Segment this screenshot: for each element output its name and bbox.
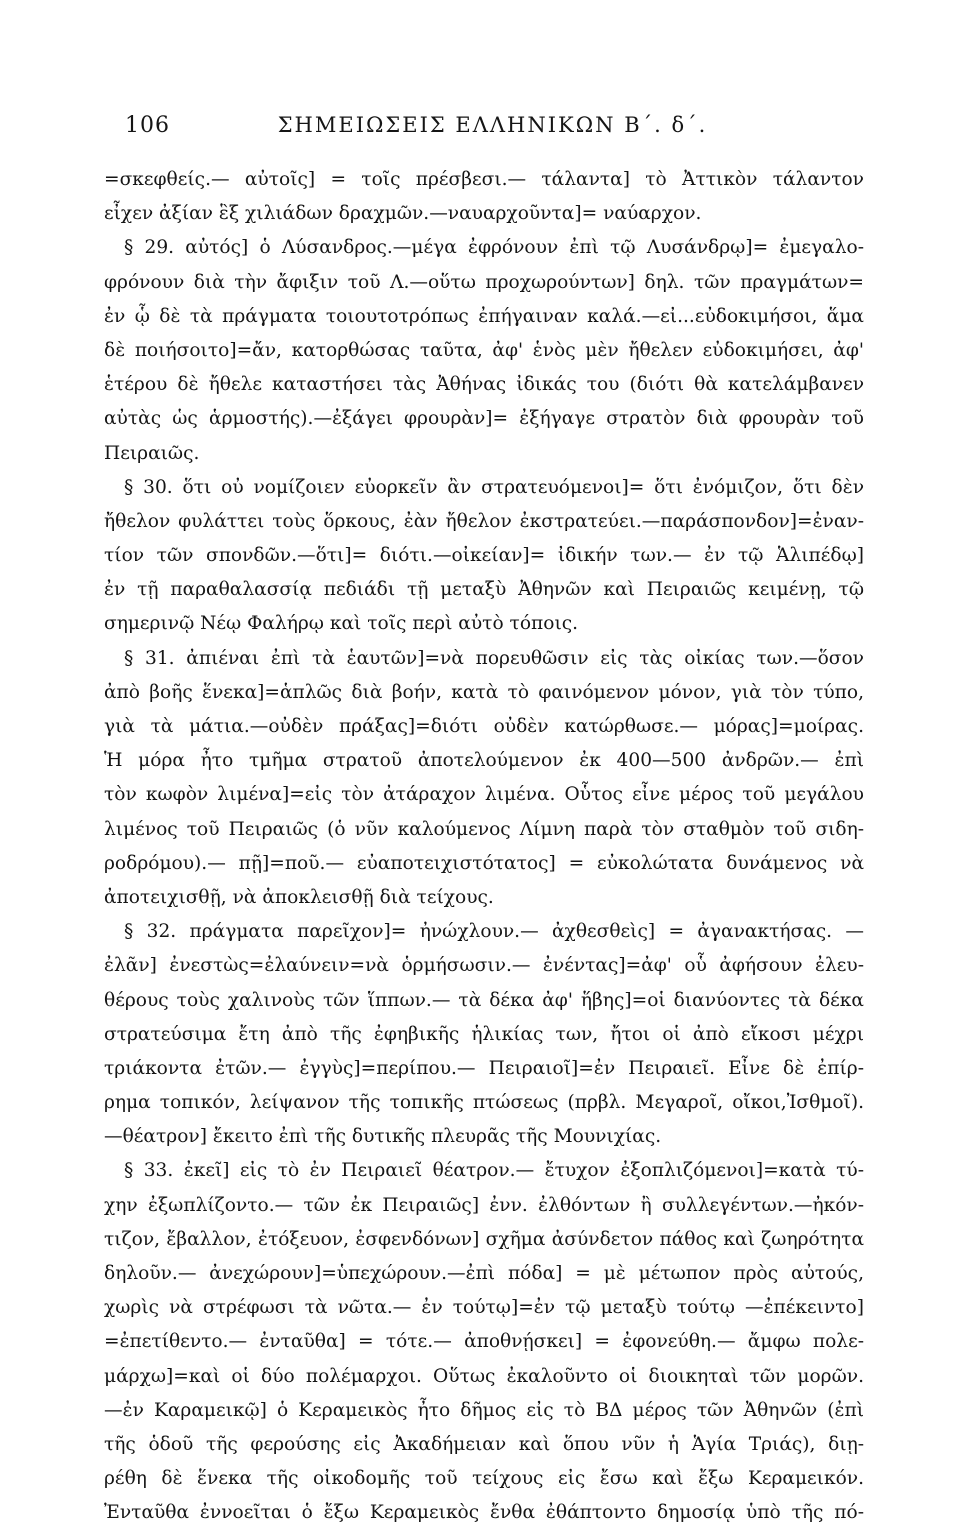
text-line: =σκεφθείς.— αὐτοῖς] = τοῖς πρέσβεσι.— τάλαντα] τὸ Ἀττικὸν τάλαντον (104, 169, 864, 190)
text-line: τίον τῶν σπονδῶν.—ὅτι]= διότι.—οἰκείαν]= ἰδικήν των.— ἐν τῷ Ἁλιπέδῳ] (104, 545, 864, 567)
text-line: ρέθη δὲ ἕνεκα τῆς οἰκοδομῆς τοῦ τείχους εἰς ἔσω καὶ ἔξω Κεραμεικόν. (104, 1468, 864, 1490)
text-line: ροδρόμου).— πῇ]=ποῦ.— εὐαποτειχιστότατος] = εὐκολώτατα δυνάμενος νὰ (104, 852, 864, 874)
text-line: —θέατρον] ἔκειτο ἐπὶ τῆς δυτικῆς πλευρᾶς τῆς Μουνιχίας. (104, 1126, 662, 1148)
text-line: Ἡ μόρα ἦτο τμῆμα στρατοῦ ἀποτελούμενον ἐκ 400—500 ἀνδρῶν.— ἐπὶ (104, 750, 864, 772)
text-line: αὐτὰς ὡς ἁρμοστής).—ἐξάγει φρουρὰν]= ἐξήγαγε στρατὸν διὰ φρουρὰν τοῦ (104, 408, 864, 430)
text-line: Πειραιῶς. (104, 442, 200, 464)
text-line: =ἐπετίθεντο.— ἐνταῦθα] = τότε.— ἀποθνῄσκει] = ἐφονεύθη.— ἄμφω πολε- (104, 1331, 864, 1353)
text-line: σημερινῷ Νέῳ Φαλήρῳ καὶ τοῖς περὶ αὐτὸ τόποις. (104, 613, 579, 635)
text-line: ἀπὸ βοῆς ἕνεκα]=ἁπλῶς διὰ βοήν, κατὰ τὸ φαινόμενον μόνον, γιὰ τὸν τύπο, (104, 681, 864, 703)
text-line: ἐν ᾧ δὲ τὰ πράγματα τοιουτοτρόπως ἐπήγαιναν καλά.—εἰ...εὐδοκιμήσοι, ἅμα (104, 305, 864, 327)
commentary-text (104, 163, 864, 1531)
text-line: θέρους τοὺς χαλινοὺς τῶν ἵππων.— τὰ δέκα ἀφ' ἥβης]=οἱ διανύοντες τὰ δέκα (104, 989, 864, 1011)
text-line: δηλοῦν.— ἀνεχώρουν]=ὑπεχώρουν.—ἐπὶ πόδα] = μὲ μέτωπον πρὸς αὐτούς, (104, 1263, 864, 1284)
text-line: ἑτέρου δὲ ἤθελε καταστήσει τὰς Ἀθήνας ἰδικάς του (διότι θὰ κατελάμβανεν (104, 374, 864, 396)
text-line: δὲ ποιήσοιτο]=ἄν, κατορθώσας ταῦτα, ἀφ' ἑνὸς μὲν ἤθελεν εὐδοκιμήσει, ἀφ' (104, 339, 864, 361)
section-29-start: § 29. αὐτός] ὁ Λύσανδρος.—μέγα ἐφρόνουν ἐπὶ τῷ Λυσάνδρῳ]= ἐμεγαλο- (124, 237, 864, 259)
section-31-start: § 31. ἀπιέναι ἐπὶ τὰ ἑαυτῶν]=νὰ πορευθῶσιν εἰς τὰς οἰκίας των.—ὅσον (124, 647, 864, 669)
text-line: ρημα τοπικόν, λείψανον τῆς τοπικῆς πτώσεως (πρβλ. Μεγαροῖ, οἴκοι,Ἰσθμοῖ). (104, 1092, 864, 1114)
page-number: 106 (125, 113, 170, 138)
text-line: ἤθελον φυλάττει τοὺς ὅρκους, ἐὰν ἤθελον ἐκστρατεύει.—παράσπονδον]=ἐναν- (104, 510, 864, 532)
page-header (125, 113, 860, 143)
text-line: τῆς ὁδοῦ τῆς φερούσης εἰς Ἀκαδήμειαν καὶ ὅπου νῦν ἡ Ἁγία Τριάς), διῃ- (104, 1433, 864, 1455)
text-line: τριάκοντα ἐτῶν.— ἐγγὺς]=περίπου.— Πειραιοῖ]=ἐν Πειραιεῖ. Εἶνε δὲ ἐπίρ- (104, 1057, 864, 1079)
text-line: χην ἐξωπλίζοντο.— τῶν ἐκ Πειραιῶς] ἐνν. ἐλθόντων ἢ συλλεγέντων.—ἠκόν- (104, 1194, 864, 1216)
section-32-start: § 32. πράγματα παρεῖχον]= ἠνώχλουν.— ἀχθεσθεὶς] = ἀγανακτήσας. — (124, 921, 864, 943)
text-line: ἐν τῇ παραθαλασσίᾳ πεδιάδι τῇ μεταξὺ Ἀθηνῶν καὶ Πειραιῶς κειμένῃ, τῷ (104, 579, 864, 601)
text-line: εἶχεν ἀξίαν ἓξ χιλιάδων δραχμῶν.—ναυαρχοῦντα]= ναύαρχον. (104, 203, 702, 225)
text-line: ἐλᾶν] ἐνεστὼς=ἐλαύνειν=νὰ ὁρμήσωσιν.— ἐνέντας]=ἀφ' οὗ ἀφήσουν ἐλευ- (104, 955, 864, 977)
text-line: γιὰ τὰ μάτια.—οὐδὲν πράξας]=διότι οὐδὲν κατώρθωσε.— μόρας]=μοίρας. (104, 716, 864, 737)
text-line: λιμένος τοῦ Πειραιῶς (ὁ νῦν καλούμενος Λίμνη παρὰ τὸν σταθμὸν τοῦ σιδη- (104, 818, 864, 840)
text-line: Ἐνταῦθα ἐννοεῖται ὁ ἔξω Κεραμεικὸς ἔνθα ἐθάπτοντο δημοσίᾳ ὑπὸ τῆς πό- (104, 1502, 864, 1524)
section-33-start: § 33. ἐκεῖ] εἰς τὸ ἐν Πειραιεῖ θέατρον.— ἔτυχον ἐξοπλιζόμενοι]=κατὰ τύ- (124, 1160, 864, 1182)
text-line: στρατεύσιμα ἔτη ἀπὸ τῆς ἐφηβικῆς ἡλικίας των, ἤτοι οἱ ἀπὸ εἴκοσι μέχρι (104, 1023, 864, 1045)
text-line: —ἐν Καραμεικῷ] ὁ Κεραμεικὸς ἦτο δῆμος εἰς τὸ ΒΔ μέρος τῶν Ἀθηνῶν (ἐπὶ (104, 1399, 864, 1421)
text-line: φρόνουν διὰ τὴν ἄφιξιν τοῦ Λ.—οὕτω προχωρούντων] δηλ. τῶν πραγμάτων= (104, 271, 864, 293)
text-line: τὸν κωφὸν λιμένα]=εἰς τὸν ἀτάραχον λιμένα. Οὗτος εἶνε μέρος τοῦ μεγάλου (104, 784, 864, 806)
text-line: ἀποτειχισθῇ, νὰ ἀποκλεισθῇ διὰ τείχους. (104, 886, 494, 908)
text-line: χωρὶς νὰ στρέφωσι τὰ νῶτα.— ἐν τούτῳ]=ἐν τῷ μεταξὺ τούτῳ —ἐπέκειντο] (104, 1297, 864, 1319)
text-line: τιζον, ἔβαλλον, ἐτόξευον, ἐσφενδόνων] σχῆμα ἀσύνδετον πάθος καὶ ζωηρότητα (104, 1228, 864, 1250)
running-title: ΣΗΜΕΙΩΣΕΙΣ ΕΛΛΗΝΙΚΩΝ Β΄. δ΄. (277, 113, 708, 137)
section-30-start: § 30. ὅτι οὐ νομίζοιεν εὐορκεῖν ἂν στρατευόμενοι]= ὅτι ἐνόμιζον, ὅτι δὲν (124, 476, 864, 498)
text-line: μάρχω]=καὶ οἱ δύο πολέμαρχοι. Οὕτως ἐκαλοῦντο οἱ διοικηταὶ τῶν μορῶν. (104, 1365, 864, 1387)
